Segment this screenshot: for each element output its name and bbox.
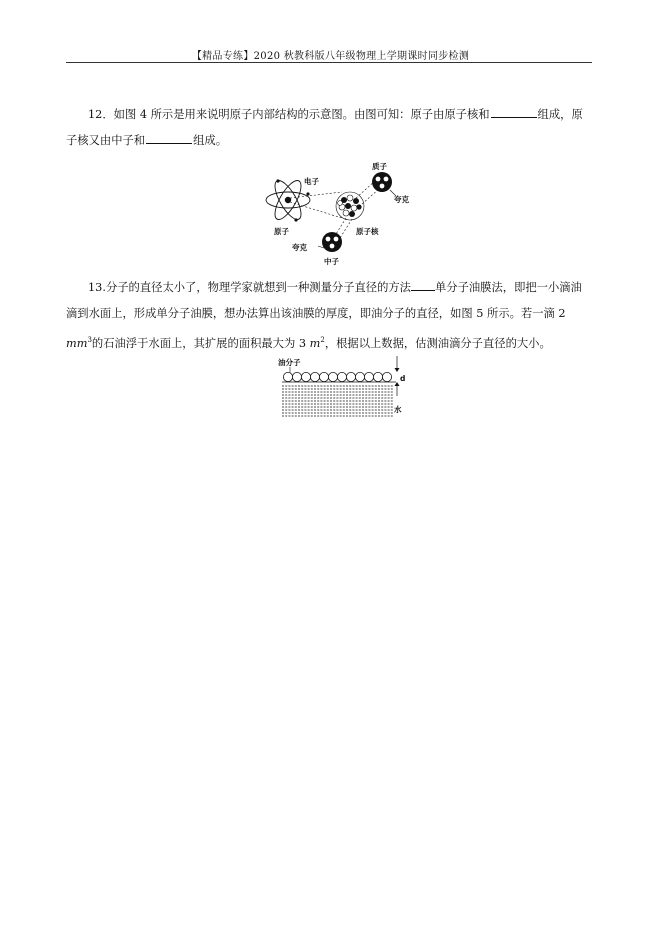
- q13-text-e: ，根据以上数据，估测油滴分子直径的大小。: [324, 336, 551, 350]
- oil-molecule-row: [283, 372, 391, 381]
- header-rule: [66, 62, 592, 63]
- label-atom: 原子: [274, 227, 289, 236]
- figure-5-oil-film-diagram: [276, 356, 410, 422]
- answer-blank-2[interactable]: [146, 132, 192, 144]
- nucleus-icon: [336, 192, 364, 220]
- q12-text-c: 子核又由中子和: [66, 134, 146, 147]
- q12-text-b: 组成，原: [537, 108, 583, 121]
- q12-line-2: [66, 128, 594, 154]
- proton-icon: [372, 172, 392, 192]
- label-d: d: [400, 374, 406, 383]
- q13-text-c: 滴到水面上，形成单分子油膜，想办法算出该油膜的厚度，即油分子的直径，如图 5 所示。若一滴 2: [66, 307, 566, 320]
- q12-text-d: 组成。: [193, 134, 227, 147]
- unit-m-exp: 2: [320, 336, 325, 344]
- q12-text-a: 如图 4 所示是用来说明原子内部结构的示意图。由图可知：原子由原子核和: [113, 108, 490, 121]
- label-quark-bottom: 夸克: [292, 243, 307, 252]
- q13-line-3: [66, 327, 594, 357]
- question-13: [66, 275, 594, 357]
- water-region: [282, 386, 394, 416]
- question-12: [66, 102, 594, 154]
- q12-number: 12．: [88, 108, 114, 121]
- label-proton: 质子: [372, 162, 387, 171]
- label-quark-top: 夸克: [394, 195, 409, 204]
- q13-line-1: [66, 275, 594, 301]
- label-electron: 电子: [304, 177, 319, 186]
- q13-text-b: 单分子油膜法，即把一小滴油: [434, 281, 582, 294]
- label-neutron: 中子: [324, 257, 339, 266]
- page-header: 【精品专练】2020 秋教科版八年级物理上学期课时同步检测: [191, 51, 470, 62]
- answer-blank-1[interactable]: [491, 106, 537, 118]
- unit-mm-exp: 3: [87, 336, 92, 344]
- figure-4-atom-diagram: [262, 158, 422, 268]
- unit-mm: mm: [66, 336, 88, 350]
- unit-m: m: [309, 336, 321, 350]
- q13-text-a: 13.分子的直径太小了，物理学家就想到一种测量分子直径的方法: [88, 281, 411, 294]
- label-nucleus: 原子核: [356, 227, 379, 236]
- em-dash: [411, 284, 435, 291]
- q12-line-1: [66, 102, 594, 128]
- q13-text-d: 的石油浮于水面上，其扩展的面积最大为 3: [91, 336, 310, 350]
- label-water: 水: [394, 405, 402, 414]
- neutron-icon: [322, 232, 342, 252]
- q13-line-2: [66, 301, 594, 327]
- label-oil-molecule: 油分子: [278, 358, 301, 367]
